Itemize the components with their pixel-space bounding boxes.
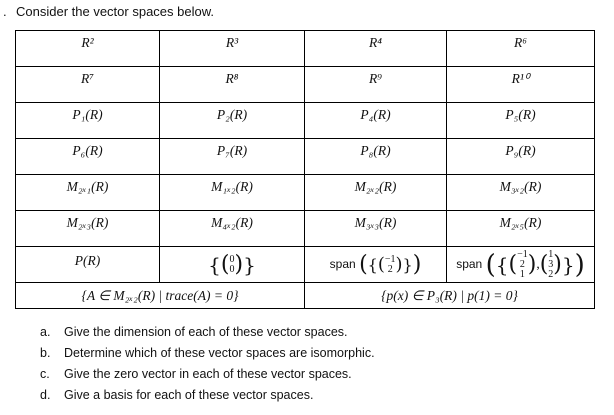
intro-text: Consider the vector spaces below. [16,4,214,19]
table-row [16,103,595,139]
table-cell: P₉(R) [505,142,536,158]
table-cell: M₁ₓ₂(R) [211,178,253,194]
table-cell: R⁸ [225,70,239,86]
span-two-vector-cell: span ({(−1 2 1 ),(1 3 2)}) [447,247,595,283]
list-item: d. Give a basis for each of these vector spaces. [40,388,314,402]
question-list [40,322,375,406]
table-cell: M₄ₓ₂(R) [211,214,253,230]
list-item: a. Give the dimension of each of these vector spaces. [40,325,348,339]
table-cell: M₂ₓ₁(R) [66,178,109,194]
table-cell: M₃ₓ₃(R) [354,214,397,230]
table-cell: R⁴ [369,34,382,50]
table-cell: R³ [225,34,239,50]
zero-vector-set-cell: {(0 0)} [160,247,305,283]
table-row [16,247,595,283]
table-cell: P₂(R) [216,106,248,122]
table-row [16,283,595,309]
table-cell: R⁷ [81,70,94,86]
list-bullet: . [3,4,7,19]
table-cell: R⁹ [369,70,382,86]
table-cell: M₂ₓ₅(R) [499,214,542,230]
trace-zero-set: {A ∈ M₂ₓ₂(R) | trace(A) = 0} [81,287,239,303]
table-cell: P₅(R) [505,106,536,122]
table-row [16,211,595,247]
list-item: c. Give the zero vector in each of these vector spaces. [40,367,352,381]
table-cell: M₂ₓ₂(R) [354,178,397,194]
table-cell: P₆(R) [72,142,103,158]
table-cell: P(R) [74,253,101,268]
vector-spaces-table [15,30,595,309]
table-row [16,175,595,211]
table-cell: R⁶ [514,34,527,50]
table-cell: P₇(R) [216,142,248,158]
table-cell: P₈(R) [360,142,391,158]
table-cell: R¹⁰ [511,70,530,86]
table-cell: M₂ₓ₃(R) [66,214,109,230]
table-cell: M₃ₓ₂(R) [499,178,542,194]
table-row [16,31,595,67]
span-one-vector-cell: span ({(−1 2 )}) [305,247,447,283]
table-row [16,67,595,103]
table-cell: P₁(R) [72,106,103,122]
table-cell: R² [81,34,94,50]
table-cell: P₄(R) [360,106,391,122]
table-row [16,139,595,175]
list-item: b. Determine which of these vector spaces are isomorphic. [40,346,375,360]
polynomial-root-set: {p(x) ∈ P₃(R) | p(1) = 0} [381,287,518,303]
